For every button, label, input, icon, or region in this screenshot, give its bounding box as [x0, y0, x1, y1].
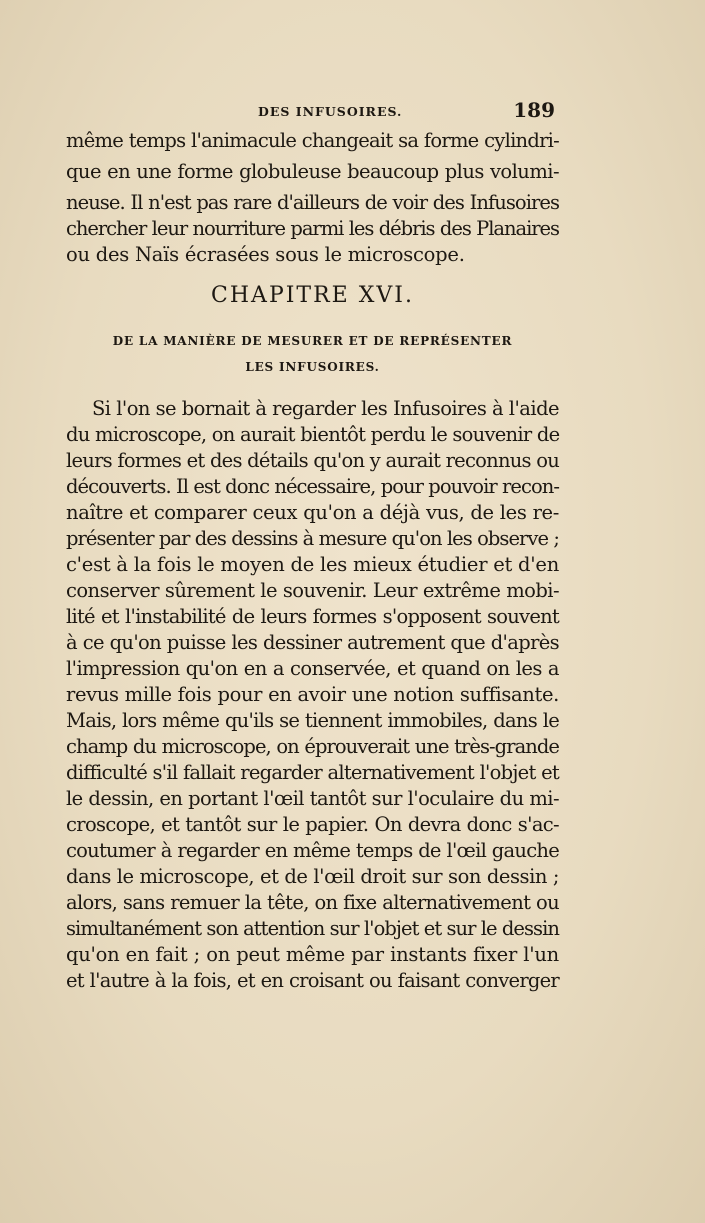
text-line: même temps l'animacule changeait sa forme cylindri-	[66, 129, 559, 152]
text-line: Mais, lors même qu'ils se tiennent immobiles, dans le	[66, 709, 559, 732]
text-line: qu'on en fait ; on peut même par instants fixer l'un	[66, 943, 559, 966]
text-line: que en une forme globuleuse beaucoup plus volumi-	[66, 160, 559, 183]
text-line: champ du microscope, on éprouverait une très-grande	[66, 735, 559, 758]
running-header	[66, 96, 559, 128]
text-line: revus mille fois pour en avoir une notion suffisante.	[66, 683, 559, 706]
text-line: simultanément son attention sur l'objet et sur le dessin	[66, 917, 559, 940]
text-line: le dessin, en portant l'œil tantôt sur l'oculaire du mi-	[66, 787, 559, 810]
text-line: naître et comparer ceux qu'on a déjà vus, de les re-	[66, 501, 559, 524]
text-line: lité et l'instabilité de leurs formes s'opposent souvent	[66, 605, 559, 628]
text-line: Si l'on se bornait à regarder les Infusoires à l'aide	[92, 397, 559, 420]
running-title: DES INFUSOIRES.	[258, 104, 403, 119]
text-line: dans le microscope, et de l'œil droit sur son dessin ;	[66, 865, 559, 888]
text-line: du microscope, on aurait bientôt perdu le souvenir de	[66, 423, 560, 446]
page-number: 189	[513, 98, 555, 122]
text-line: c'est à la fois le moyen de les mieux étudier et d'en	[66, 553, 559, 576]
text-line: coutumer à regarder en même temps de l'œil gauche	[66, 839, 559, 862]
chapter-subtitle: LES INFUSOIRES.	[245, 360, 380, 374]
text-line: découverts. Il est donc nécessaire, pour pouvoir recon-	[66, 475, 559, 498]
text-line: à ce qu'on puisse les dessiner autrement que d'après	[66, 631, 559, 654]
text-line: croscope, et tantôt sur le papier. On devra donc s'ac-	[66, 813, 559, 836]
chapter-subtitle: DE LA MANIÈRE DE MESURER ET DE REPRÉSENTER	[112, 334, 513, 348]
text-line: conserver sûrement le souvenir. Leur extrême mobi-	[66, 579, 559, 602]
text-line: neuse. Il n'est pas rare d'ailleurs de voir des Infusoires	[66, 191, 559, 214]
text-line: l'impression qu'on en a conservée, et quand on les a	[66, 657, 559, 680]
text-line: et l'autre à la fois, et en croisant ou faisant converger	[66, 969, 559, 992]
text-line: ou des Naïs écrasées sous le microscope.	[66, 243, 465, 266]
text-line: chercher leur nourriture parmi les débris des Planaires	[66, 217, 559, 240]
text-line: difficulté s'il fallait regarder alternativement l'objet et	[66, 761, 559, 784]
text-line: leurs formes et des détails qu'on y aurait reconnus ou	[66, 449, 560, 472]
text-line: présenter par des dessins à mesure qu'on les observe ;	[66, 527, 559, 550]
text-line: alors, sans remuer la tête, on fixe alternativement ou	[66, 891, 559, 914]
chapter-title: CHAPITRE XVI.	[211, 283, 414, 308]
